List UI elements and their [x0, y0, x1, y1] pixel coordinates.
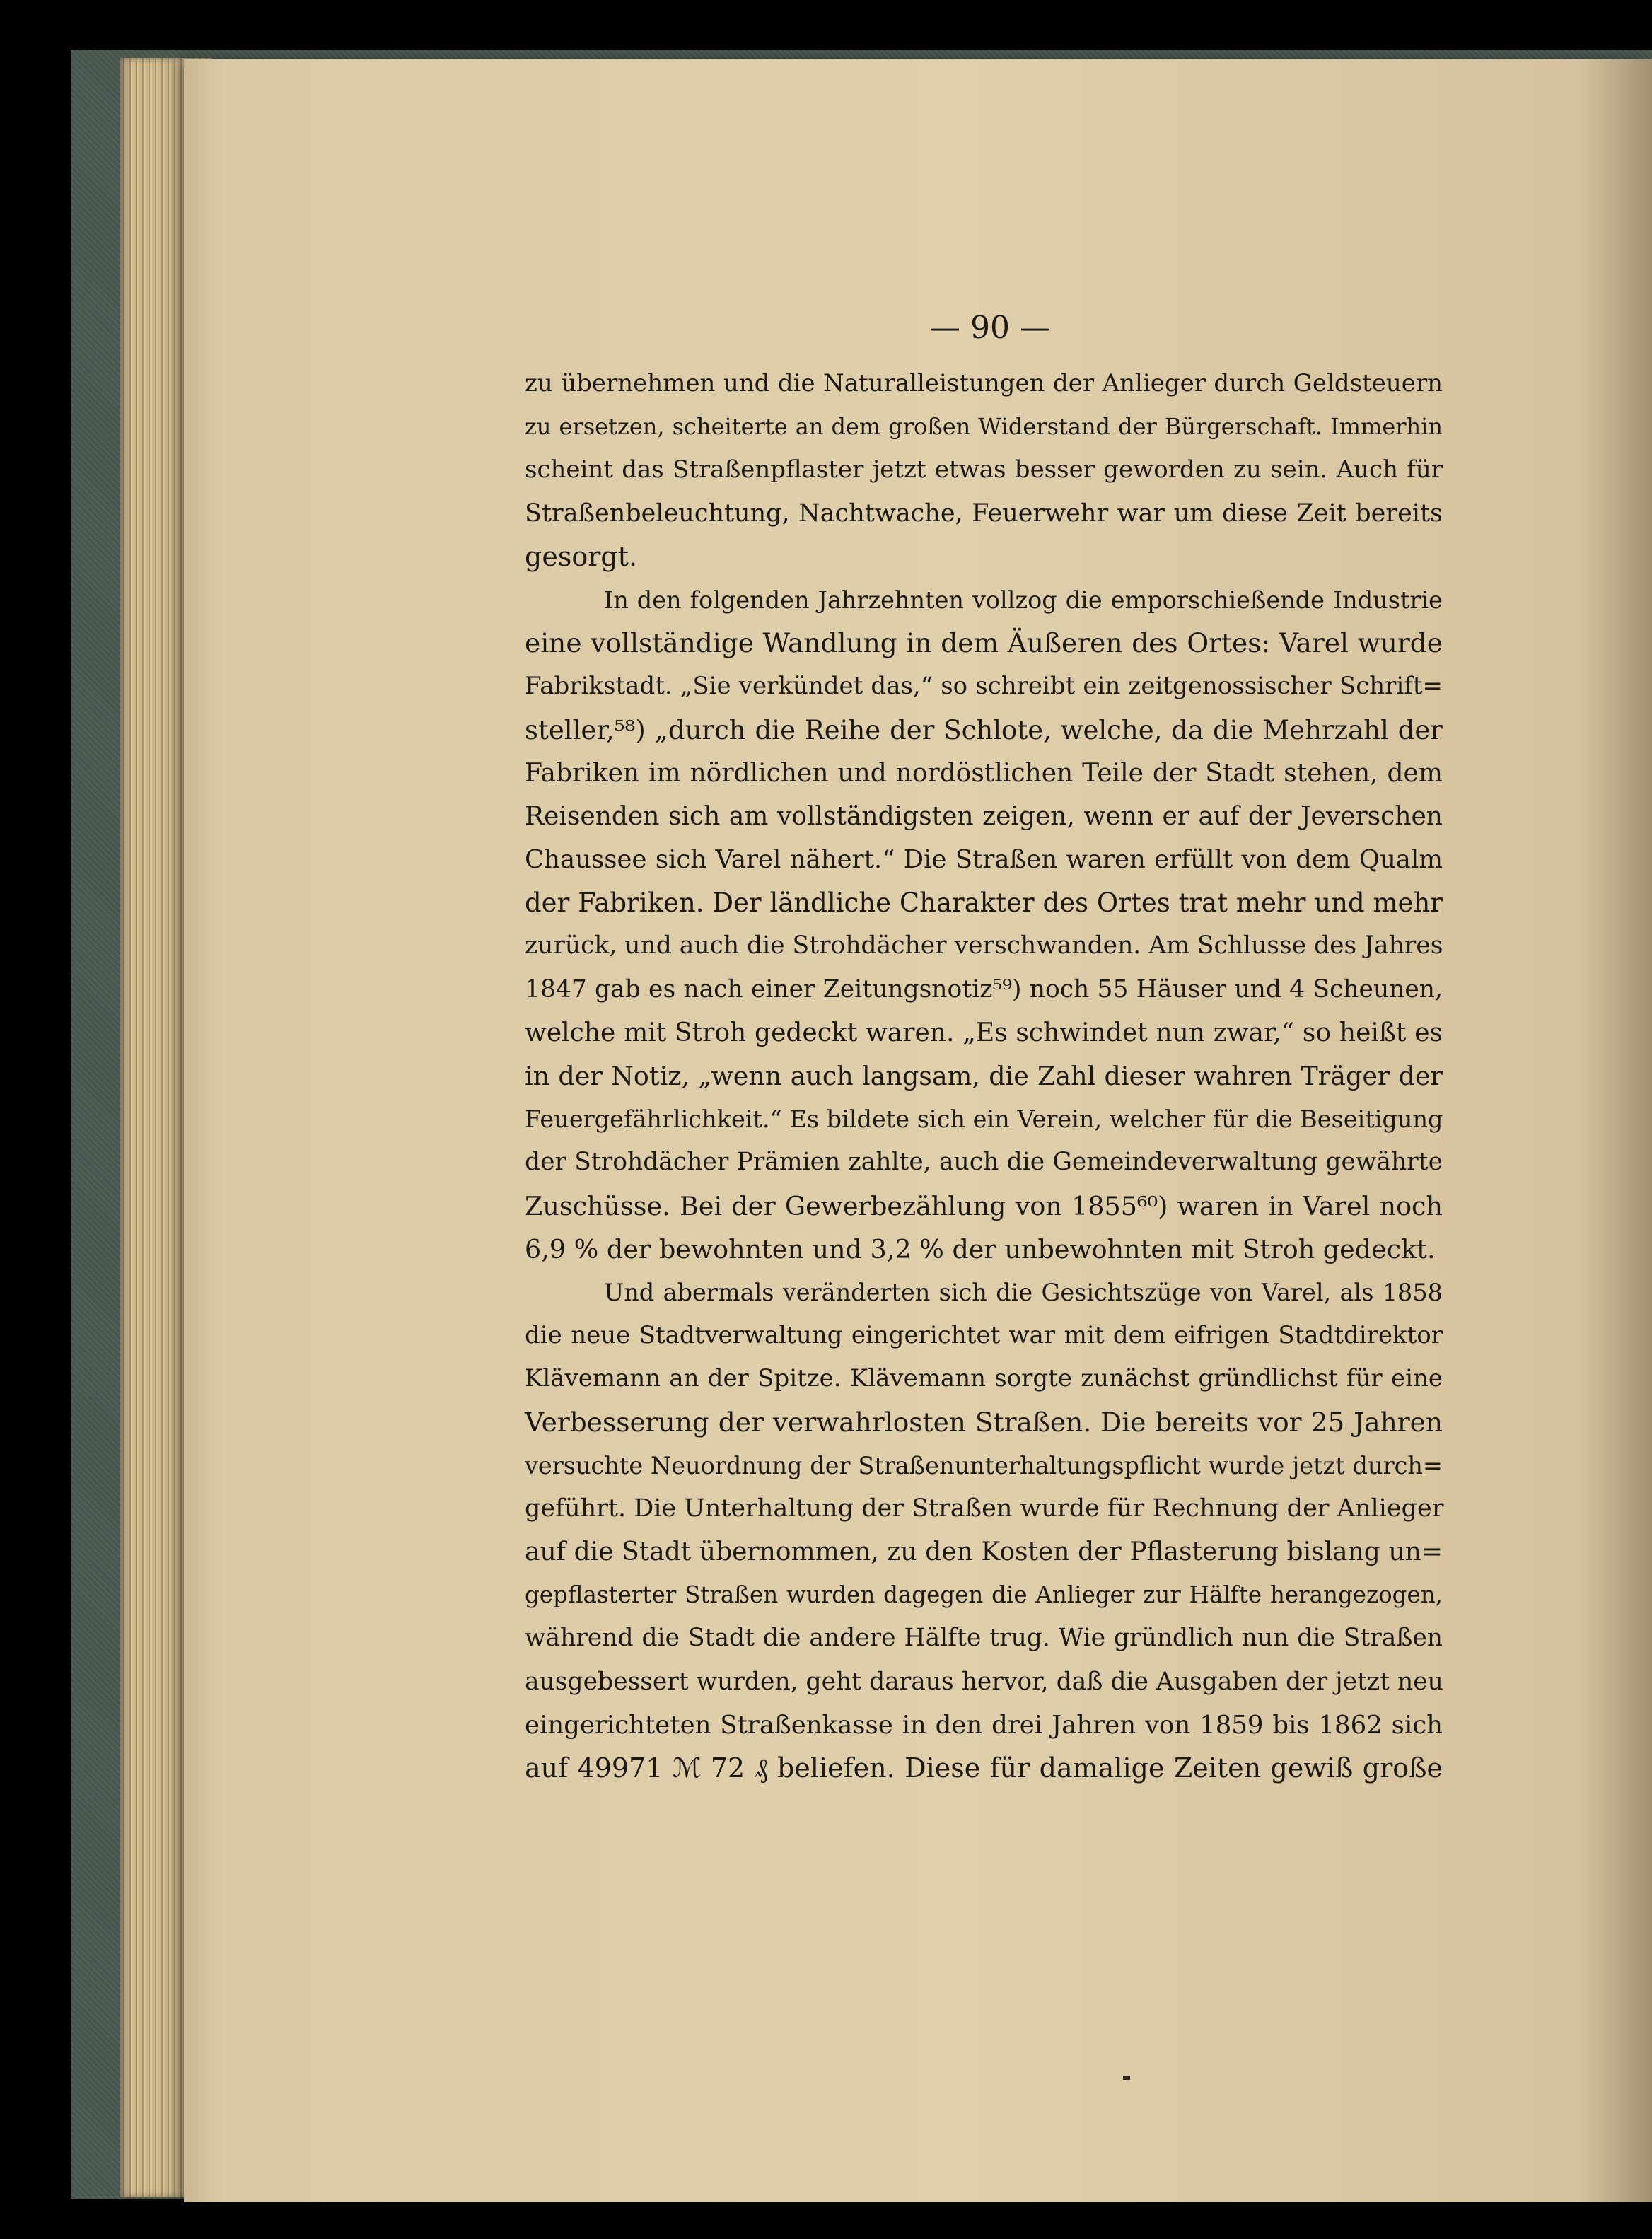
text-line: zu übernehmen und die Naturalleistungen der Anlieger durch Geldsteuern	[525, 369, 1443, 397]
text-line: Klävemann an der Spitze. Klävemann sorgte zunächst gründlichst für eine	[525, 1364, 1443, 1393]
text-line: welche mit Stroh gedeckt waren. „Es schwindet nun zwar,“ so heißt es	[525, 1018, 1443, 1047]
page-number: — 90 —	[929, 310, 1051, 346]
text-line: Fabrikstadt. „Sie verkündet das,“ so schreibt ein zeitgenossischer Schrift=	[525, 672, 1443, 701]
text-line: auf die Stadt übernommen, zu den Kosten der Pflasterung bislang un=	[525, 1537, 1443, 1567]
text-line: Reisenden sich am vollständigsten zeigen, wenn er auf der Jeverschen	[525, 801, 1443, 831]
page-shadow	[1577, 59, 1652, 2202]
text-line: geführt. Die Unterhaltung der Straßen wurde für Rechnung der Anlieger	[525, 1494, 1444, 1523]
text-line: Fabriken im nördlichen und nordöstlichen Teile der Stadt stehen, dem	[525, 758, 1443, 788]
text-line: In den folgenden Jahrzehnten vollzog die emporschießende Industrie	[604, 586, 1443, 614]
text-line: 6,9 % der bewohnten und 3,2 % der unbewohnten mit Stroh gedeckt.	[525, 1233, 1436, 1264]
text-line: eingerichteten Straßenkasse in den drei Jahren von 1859 bis 1862 sich	[525, 1710, 1443, 1740]
text-line: Verbesserung der verwahrlosten Straßen. Die bereits vor 25 Jahren	[525, 1406, 1443, 1438]
text-line: steller,⁵⁸) „durch die Reihe der Schlote, welche, da die Mehrzahl der	[525, 714, 1443, 745]
text-line: in der Notiz, „wenn auch langsam, die Zahl dieser wahren Träger der	[525, 1061, 1443, 1091]
text-line: scheint das Straßenpflaster jetzt etwas besser geworden zu sein. Auch für	[525, 455, 1443, 484]
text-line: gepflasterter Straßen wurden dagegen die Anlieger zur Hälfte herangezogen,	[525, 1581, 1443, 1609]
text-line: der Strohdächer Prämien zahlte, auch die Gemeindeverwaltung gewährte	[525, 1148, 1443, 1177]
body-text	[525, 362, 1443, 1790]
text-line: Zuschüsse. Bei der Gewerbezählung von 1855⁶⁰) waren in Varel noch	[525, 1190, 1443, 1221]
text-line: 1847 gab es nach einer Zeitungsnotiz⁵⁹) noch 55 Häuser und 4 Scheunen,	[525, 975, 1443, 1004]
text-line: ausgebessert wurden, geht daraus hervor, daß die Ausgaben der jetzt neu	[525, 1667, 1443, 1696]
text-line: während die Stadt die andere Hälfte trug. Wie gründlich nun die Straßen	[525, 1624, 1443, 1653]
text-line: zurück, und auch die Strohdächer verschwanden. Am Schlusse des Jahres	[525, 931, 1443, 960]
text-line: gesorgt.	[525, 540, 638, 572]
text-line: versuchte Neuordnung der Straßenunterhaltungspflicht wurde jetzt durch=	[525, 1451, 1443, 1479]
text-line: Straßenbeleuchtung, Nachtwache, Feuerwehr war um diese Zeit bereits	[525, 499, 1443, 528]
text-line: zu ersetzen, scheiterte an dem großen Widerstand der Bürgerschaft. Immerhin	[525, 413, 1443, 441]
ink-mark	[1123, 2076, 1130, 2080]
text-line: eine vollständige Wandlung in dem Äußeren des Ortes: Varel wurde	[525, 627, 1443, 659]
text-line: auf 49971 ℳ 72 ₰ beliefen. Diese für damalige Zeiten gewiß große	[525, 1752, 1443, 1784]
text-line: der Fabriken. Der ländliche Charakter des Ortes trat mehr und mehr	[525, 888, 1443, 919]
text-line: Chaussee sich Varel nähert.“ Die Straßen waren erfüllt von dem Qualm	[525, 845, 1443, 875]
text-line: Feuergefährlichkeit.“ Es bildete sich ein Verein, welcher für die Beseitigung	[525, 1105, 1443, 1134]
text-line: die neue Stadtverwaltung eingerichtet war mit dem eifrigen Stadtdirektor	[525, 1321, 1443, 1350]
text-line: Und abermals veränderten sich die Gesichtszüge von Varel, als 1858	[604, 1278, 1443, 1306]
